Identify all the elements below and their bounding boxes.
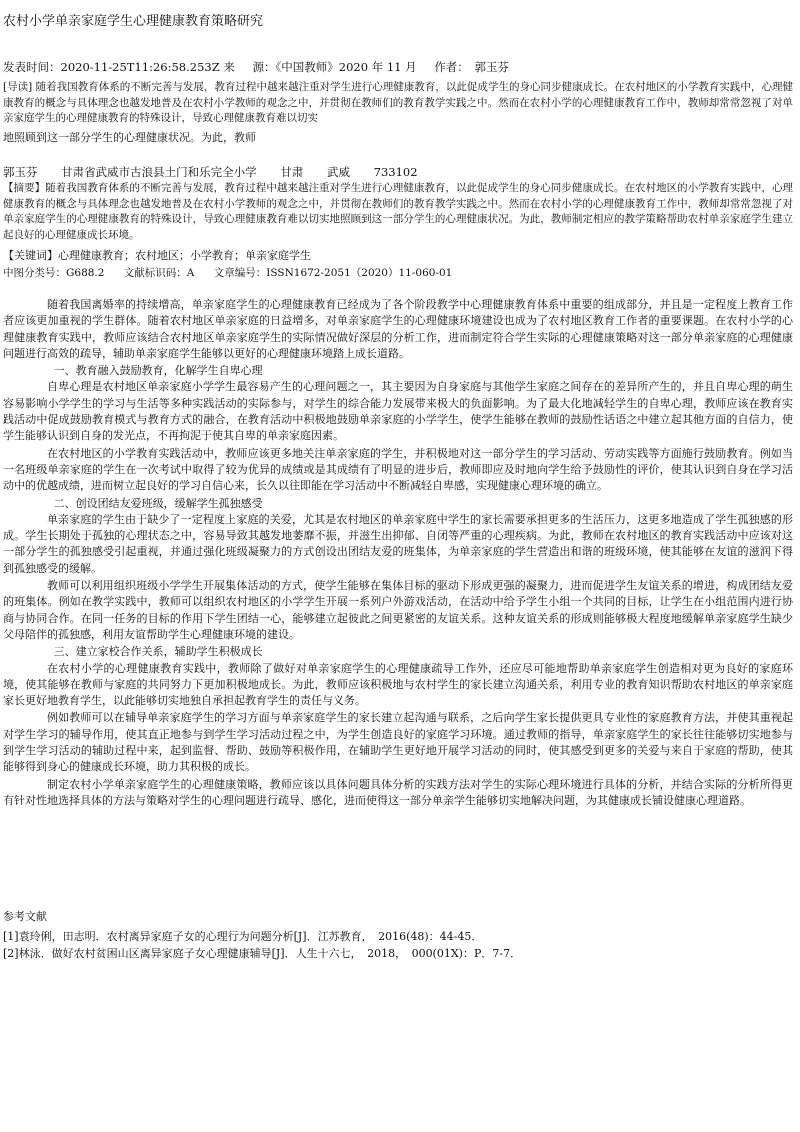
author-province: 甘肃 <box>280 165 304 179</box>
author-name: 郭玉芬 <box>3 165 38 179</box>
clc-number: 中图分类号：G688.2 <box>3 267 105 279</box>
reference-item: [2]林泳．做好农村贫困山区离异家庭子女心理健康辅导[J]．人生十六七， 2018， 000(01X)：P．7-7． <box>3 947 522 960</box>
keywords: 【关键词】心理健康教育；农村地区；小学教育；单亲家庭学生 <box>3 249 311 262</box>
paragraph: 自卑心理是农村地区单亲家庭小学学生最容易产生的心理问题之一，其主要因为自身家庭与其他学生家庭之间存在的差异所产生的，并且自卑心理的萌生容易影响小学学生的学习与生活等多种实践活动的实际参与，对学生的综合能力发展带来极大的负面影响。为了最大化地减轻学生的自卑心理，教师应该在教育实践活动中促成鼓励教育模式与教育方式的融合，在教育活动中积极地鼓励单亲家庭的小学学生，使学生能够在教师的鼓励性话语之中建立起其他方面的自信力，使学生能够认识到自身的发光点，不再拘泥于使其自卑的单亲家庭因素。 <box>3 380 793 443</box>
publication-meta <box>3 59 523 75</box>
paragraph: 教师可以利用组织班级小学学生开展集体活动的方式，使学生能够在集体目标的驱动下形成更强的凝聚力，进而促进学生友谊关系的增进，构成团结友爱的班集体。例如在教学实践中，教师可以组织农村地区的小学学生开展一系列户外游戏活动，在活动中给予学生小组一个共同的目标，让学生在小组范围内进行协商与协同合作。在同一任务的目标的作用下学生团结一心，能够建立起彼此之间更紧密的友谊关系。这种友谊关系的形成则能够极大程度地缓解单亲家庭学生缺少父母陪伴的孤独感，利用友谊帮助学生心理健康环境的建设。 <box>3 579 793 641</box>
paragraph: 单亲家庭的学生由于缺少了一定程度上家庭的关爱，尤其是农村地区的单亲家庭中学生的家长需要承担更多的生活压力，这更多地造成了学生孤独感的形成。学生长期处于孤独的心理状态之中，容易导致其越发地萎靡不振，并滋生出抑郁、自闭等严重的心理疾病。为此，教师在农村地区的教育实践活动中应该对这一部分学生的孤独感受引起重视，并通过强化班级凝聚力的方式创设出团结友爱的班集体，为单亲家庭的学生营造出和谐的班级环境，使其能够在友谊的滋润下得到孤独感受的缓解。 <box>3 512 793 575</box>
section-heading-1: 一、教育融入鼓励教育，化解学生自卑心理 <box>53 364 263 378</box>
author-affiliation: 甘肃省武威市古浪县土门和乐完全小学 <box>61 165 257 179</box>
article-body <box>3 297 793 810</box>
author-zip: 733102 <box>373 165 418 179</box>
paragraph: 例如教师可以在辅导单亲家庭学生的学习方面与单亲家庭学生的家长建立起沟通与联系，之后向学生家长提供更具专业性的家庭教育方法，并使其重视起对学生学习的辅导作用，使其直正地参与到学生学习活动过程之中，为学生创造良好的家庭学习环境。通过教师的指导，单亲家庭学生的家长往往能够切实地参与到学生学习活动的辅助过程中来，起到监督、帮助、鼓励等积极作用，在辅助学生更好地开展学习活动的同时，使其感受到更多的关爱与来自于家庭的帮助，使其能够得到身心的健康成长环境，助力其积极的成长。 <box>3 711 793 774</box>
intro-paragraph: 随着我国离婚率的持续增高，单亲家庭学生的心理健康教育已经成为了各个阶段教学中心理健康教育体系中重要的组成部分，并且是一定程度上教育工作者应该更加重视的学生群体。随着农村地区单亲家庭的日益增多，对单亲家庭学生的心理健康环境建设也成为了农村地区教育工作者的重要课题。在农村小学的心理健康教育实践中，教师应该结合农村地区单亲家庭学生的实际情况做好深层的分析工作，进而制定符合学生实际的心理健康策略对这一部分单亲家庭的心理健康问题进行高效的疏导，辅助单亲家庭学生能够以更好的心理健康环境踏上成长道路。 <box>3 298 793 360</box>
author-line <box>3 164 438 180</box>
article-number: 文章编号：ISSN1672-2051（2020）11-060-01 <box>213 267 453 279</box>
author-city: 武威 <box>326 165 350 179</box>
document-code: 文献标识码：A <box>123 267 195 279</box>
guide-text: [导读] 随着我国教育体系的不断完善与发展，教育过程中越来越注重对学生进行心理健康教育，以此促成学生的身心同步健康成长。在农村地区的小学教育实践中，心理健康教育的概念与具体理念也越发地普及在农村小学教师的观念之中，并贯彻在教师们的教育教学实践之中。然而在农村小学的心理健康教育工作中，教师却常常忽视了对单亲家庭学生的心理健康教育的特殊设计，导致心理健康教育难以切实 <box>3 81 793 124</box>
section-heading-2: 二、创设团结友爱班级，缓解学生孤独感受 <box>53 496 263 510</box>
author-meta: 作者： 郭玉芬 <box>434 60 510 74</box>
section-heading-3: 三、建立家校合作关系，辅助学生积极成长 <box>53 645 263 659</box>
classification-info <box>3 265 468 281</box>
paragraph: 在农村小学的心理健康教育实践中，教师除了做好对单亲家庭学生的心理健康疏导工作外，还应尽可能地帮助单亲家庭学生创造相对更为良好的家庭环境，使其能够在教师与家庭的共同努力下更加积极地成长。为此，教师应该积极地与农村学生的家长建立沟通关系，利用专业的教育知识帮助农村地区的单亲家庭家长更好地教育学生，以此能够切实地独自承担起教育学生的责任与义务。 <box>3 661 793 708</box>
source: 源：《中国教师》2020 年 11 月 <box>252 60 417 74</box>
article-title: 农村小学单亲家庭学生心理健康教育策略研究 <box>3 14 264 29</box>
abstract: 【摘要】随着我国教育体系的不断完善与发展，教育过程中越来越注重对学生进行心理健康教育，以此促成学生的身心同步健康成长。在农村地区的小学教育实践中，心理健康教育的概念与具体理念也越发地普及在农村小学教师的观念之中，并贯彻在教师们的教育教学实践之中。然而在农村小学的心理健康教育工作中，教师却常常忽视了对单亲家庭学生的心理健康教育的特殊设计，导致心理健康教育难以切实地照顾到这一部分学生的心理健康状况。为此，教师制定相应的教学策略帮助农村单亲家庭学生建立起良好的心理健康成长环境。 <box>3 182 793 241</box>
publish-time: 发表时间：2020-11-25T11:26:58.253Z 来 <box>3 60 235 74</box>
references <box>3 908 793 962</box>
conclusion-paragraph: 制定农村小学单亲家庭学生的心理健康策略，教师应该以具体问题具体分析的实践方法对学生的实际心理环境进行具体的分析，并结合实际的分析所得更有针对性地选择具体的方法与策略对学生的心理问题进行疏导、感化，进而使得这一部分单亲学生能够切实地解决问题，为其健康成长铺设健康心理道路。 <box>3 777 793 807</box>
paragraph: 在农村地区的小学教育实践活动中，教师应该更多地关注单亲家庭的学生，并积极地对这一部分学生的学习活动、劳动实践等方面施行鼓励教育。例如当一名班级单亲家庭的学生在一次考试中取得了较为优异的成绩或是其成绩有了明显的进步后，教师即应及时地向学生给予鼓励性的评价，使其认识到自身在学习活动中的优越成绩，进而树立起良好的学习自信心来，长久以往即能在学习活动中不断减轻自卑感，实现健康心理环境的确立。 <box>3 446 793 493</box>
references-heading: 参考文献 <box>3 910 47 923</box>
reference-item: [1]袁玲俐，田志明．农村离异家庭子女的心理行为问题分析[J]．江苏教育， 2016(48)：44-45． <box>3 930 483 943</box>
guide-text-tail: 地照顾到这一部分学生的心理健康状况。为此，教师 <box>3 131 256 144</box>
